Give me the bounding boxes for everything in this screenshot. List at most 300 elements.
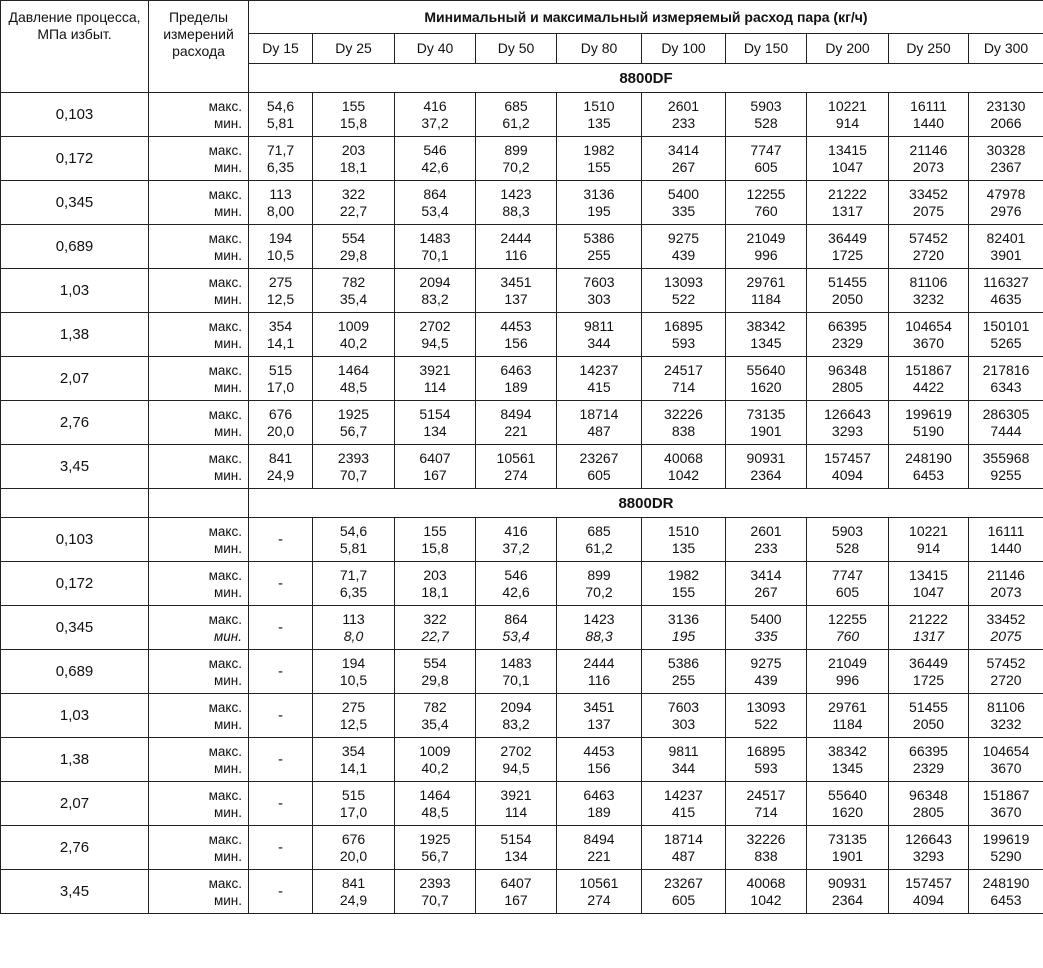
- min-value: 487: [587, 422, 611, 439]
- min-value: 2073: [990, 583, 1022, 600]
- value-cell: [557, 738, 642, 782]
- pressure-cell: 3,45: [1, 445, 149, 489]
- limits-cell: [149, 269, 249, 313]
- max-value: 38342: [828, 742, 867, 759]
- value-cell: [969, 181, 1043, 225]
- max-value: 73135: [746, 405, 786, 422]
- value-cell: [313, 357, 395, 401]
- max-value: 217816: [982, 361, 1030, 378]
- min-value: 5265: [990, 334, 1022, 351]
- value-cell: [313, 650, 395, 694]
- min-label: мин.: [213, 540, 242, 556]
- value-cell: [726, 650, 807, 694]
- value-cell: [557, 137, 642, 181]
- limits-cell: [149, 606, 249, 650]
- min-value: 8,0: [343, 627, 364, 644]
- min-value: 593: [671, 334, 696, 351]
- value-cell: [642, 562, 726, 606]
- min-value: 29,8: [421, 671, 449, 688]
- size-header: Dy 250: [889, 34, 969, 64]
- value-cell: [969, 694, 1043, 738]
- value-cell: [557, 694, 642, 738]
- value-cell: [807, 225, 889, 269]
- value-cell: [313, 269, 395, 313]
- value-cell: [807, 518, 889, 562]
- value-cell: [889, 137, 969, 181]
- value-cell: [889, 181, 969, 225]
- max-value: 355968: [982, 449, 1030, 466]
- min-value: 593: [754, 759, 778, 776]
- min-value: 24,9: [266, 466, 295, 483]
- value-cell: [889, 606, 969, 650]
- max-value: 10221: [828, 97, 867, 114]
- value-cell: [249, 650, 313, 694]
- max-value: 203: [423, 566, 447, 583]
- min-value: 6453: [990, 891, 1022, 908]
- value-cell: [642, 650, 726, 694]
- value-cell: [395, 694, 476, 738]
- max-value: 6463: [583, 786, 615, 803]
- max-value: 21222: [909, 610, 948, 627]
- value-cell: [557, 357, 642, 401]
- value-cell: [969, 445, 1043, 489]
- value-cell: [395, 137, 476, 181]
- min-value: 2364: [750, 466, 782, 483]
- min-value: 116: [504, 246, 528, 263]
- value-cell: [313, 694, 395, 738]
- value-cell: [395, 269, 476, 313]
- value-cell: [807, 562, 889, 606]
- value-cell: [642, 137, 726, 181]
- min-value: 18,1: [421, 583, 449, 600]
- max-value: 13093: [664, 273, 703, 290]
- max-value: 1423: [583, 610, 615, 627]
- value-cell: [476, 93, 557, 137]
- dash-value: -: [278, 575, 283, 592]
- value-cell: [889, 518, 969, 562]
- max-value: 54,6: [339, 522, 368, 539]
- max-value: 322: [341, 185, 366, 202]
- max-value: 151867: [905, 361, 952, 378]
- table-row: [1, 870, 1043, 914]
- value-cell: [726, 313, 807, 357]
- max-value: 5154: [500, 830, 532, 847]
- min-value: 1725: [912, 671, 945, 688]
- pressure-cell: 2,07: [1, 357, 149, 401]
- value-cell: [726, 782, 807, 826]
- value-cell: [807, 181, 889, 225]
- max-value: 16111: [987, 522, 1025, 539]
- pressure-cell: 2,76: [1, 401, 149, 445]
- limits-cell: [149, 401, 249, 445]
- min-label: мин.: [213, 848, 242, 864]
- max-value: 21049: [746, 229, 786, 246]
- value-cell: [395, 313, 476, 357]
- max-value: 864: [504, 610, 528, 627]
- max-value: 3136: [583, 185, 615, 202]
- min-value: 2075: [912, 202, 945, 219]
- value-cell: [313, 137, 395, 181]
- pressure-cell: 0,172: [1, 137, 149, 181]
- pressure-cell: 0,689: [1, 650, 149, 694]
- min-value: 70,2: [502, 158, 530, 175]
- min-value: 3670: [990, 803, 1022, 820]
- value-cell: [726, 562, 807, 606]
- value-cell: [476, 225, 557, 269]
- value-cell: [313, 225, 395, 269]
- value-cell: [476, 357, 557, 401]
- max-value: 6463: [500, 361, 532, 378]
- min-value: 135: [671, 539, 696, 556]
- min-value: 415: [587, 378, 611, 395]
- value-cell: [557, 401, 642, 445]
- min-value: 221: [504, 422, 528, 439]
- max-value: 7603: [667, 698, 700, 715]
- min-label: мин.: [213, 423, 242, 439]
- min-value: 274: [504, 466, 528, 483]
- min-value: 6,35: [266, 158, 295, 175]
- limits-header: Пределы измерений расхода: [149, 1, 249, 93]
- min-value: 42,6: [421, 158, 449, 175]
- min-value: 760: [754, 202, 778, 219]
- min-value: 10,5: [339, 671, 368, 688]
- max-value: 275: [268, 273, 293, 290]
- max-value: 3921: [419, 361, 451, 378]
- min-value: 303: [671, 715, 696, 732]
- table-row: [1, 357, 1043, 401]
- value-cell: [642, 694, 726, 738]
- value-cell: [642, 181, 726, 225]
- max-label: макс.: [208, 743, 242, 759]
- max-value: 66395: [909, 742, 948, 759]
- min-value: 134: [423, 422, 447, 439]
- pressure-cell: 2,76: [1, 826, 149, 870]
- max-value: 4453: [583, 742, 615, 759]
- min-label: мин.: [213, 672, 242, 688]
- value-cell: [726, 269, 807, 313]
- value-cell: [726, 694, 807, 738]
- max-value: 90931: [828, 874, 867, 891]
- min-value: 195: [587, 202, 611, 219]
- max-value: 18714: [579, 405, 619, 422]
- pressure-cell: 1,38: [1, 738, 149, 782]
- min-value: 17,0: [266, 378, 295, 395]
- table-row: [1, 694, 1043, 738]
- section-8800dr: [1, 489, 1043, 914]
- min-value: 3232: [912, 290, 945, 307]
- max-value: 685: [504, 97, 528, 114]
- table-row: [1, 401, 1043, 445]
- value-cell: [726, 137, 807, 181]
- max-value: 416: [504, 522, 528, 539]
- value-cell: [249, 357, 313, 401]
- min-label: мин.: [213, 892, 242, 908]
- min-label: мин.: [213, 379, 242, 395]
- value-cell: [969, 562, 1043, 606]
- value-cell: [807, 269, 889, 313]
- min-value: 155: [671, 583, 696, 600]
- min-value: 1184: [832, 715, 863, 732]
- min-value: 5,81: [266, 114, 295, 131]
- value-cell: [807, 445, 889, 489]
- min-value: 189: [504, 378, 528, 395]
- value-cell: [557, 445, 642, 489]
- value-cell: [476, 606, 557, 650]
- min-value: 233: [754, 539, 778, 556]
- max-value: 1483: [500, 654, 532, 671]
- value-cell: [889, 357, 969, 401]
- max-value: 322: [423, 610, 447, 627]
- max-label: макс.: [208, 875, 242, 891]
- min-value: 156: [504, 334, 528, 351]
- min-value: 116: [587, 671, 611, 688]
- limits-cell: [149, 93, 249, 137]
- min-value: 9255: [990, 466, 1022, 483]
- min-value: 996: [835, 671, 860, 688]
- max-value: 782: [341, 273, 366, 290]
- max-value: 203: [341, 141, 366, 158]
- table-row: [1, 650, 1043, 694]
- value-cell: [726, 93, 807, 137]
- min-label: мин.: [213, 203, 242, 219]
- value-cell: [476, 782, 557, 826]
- value-cell: [249, 313, 313, 357]
- min-value: 1345: [750, 334, 782, 351]
- max-value: 1982: [667, 566, 700, 583]
- min-value: 2805: [912, 803, 945, 820]
- value-cell: [969, 826, 1043, 870]
- max-value: 4453: [500, 317, 532, 334]
- value-cell: [476, 694, 557, 738]
- max-label: макс.: [208, 523, 242, 539]
- min-value: 61,2: [502, 114, 530, 131]
- max-value: 685: [587, 522, 611, 539]
- max-value: 40068: [746, 874, 786, 891]
- value-cell: [395, 826, 476, 870]
- value-cell: [807, 357, 889, 401]
- max-value: 248190: [982, 874, 1030, 891]
- max-value: 554: [423, 654, 447, 671]
- max-value: 66395: [828, 317, 867, 334]
- min-value: 4422: [912, 378, 945, 395]
- min-value: 1345: [831, 759, 864, 776]
- max-value: 12255: [828, 610, 867, 627]
- max-value: 155: [423, 522, 447, 539]
- pressure-cell: 0,172: [1, 562, 149, 606]
- limits-cell: [149, 181, 249, 225]
- table-row: [1, 313, 1043, 357]
- max-value: 12255: [746, 185, 786, 202]
- min-value: 914: [916, 539, 941, 556]
- min-value: 5,81: [339, 539, 368, 556]
- value-cell: [969, 870, 1043, 914]
- min-value: 605: [754, 158, 778, 175]
- value-cell: [642, 445, 726, 489]
- section-spacer-cell: [1, 489, 149, 518]
- max-value: 157457: [824, 449, 871, 466]
- size-header: Dy 40: [395, 34, 476, 64]
- value-cell: [889, 738, 969, 782]
- pressure-cell: 1,38: [1, 313, 149, 357]
- max-value: 24517: [664, 361, 703, 378]
- value-cell: [642, 357, 726, 401]
- min-value: 17,0: [339, 803, 368, 820]
- max-value: 3414: [750, 566, 782, 583]
- value-cell: [642, 93, 726, 137]
- min-label: мин.: [213, 291, 242, 307]
- min-value: 53,4: [502, 627, 530, 644]
- value-cell: [726, 445, 807, 489]
- value-cell: [249, 269, 313, 313]
- min-value: 88,3: [585, 627, 613, 644]
- size-header: Dy 200: [807, 34, 889, 64]
- max-value: 286305: [982, 405, 1030, 422]
- min-value: 1440: [912, 114, 945, 131]
- min-value: 2720: [990, 671, 1022, 688]
- max-value: 10561: [496, 449, 536, 466]
- value-cell: [889, 269, 969, 313]
- value-cell: [557, 269, 642, 313]
- value-cell: [807, 93, 889, 137]
- value-cell: [395, 181, 476, 225]
- size-header: Dy 50: [476, 34, 557, 64]
- max-value: 546: [423, 141, 447, 158]
- max-value: 5903: [750, 97, 782, 114]
- min-value: 40,2: [421, 759, 449, 776]
- min-value: 1725: [831, 246, 864, 263]
- dash-value: -: [278, 531, 283, 548]
- max-value: 782: [423, 698, 447, 715]
- min-value: 1901: [831, 847, 864, 864]
- min-value: 29,8: [339, 246, 368, 263]
- section-8800dr-header: 8800DR: [249, 489, 1043, 518]
- value-cell: [889, 445, 969, 489]
- value-cell: [395, 93, 476, 137]
- value-cell: [969, 357, 1043, 401]
- max-value: 194: [341, 654, 366, 671]
- min-value: 267: [754, 583, 778, 600]
- max-value: 38342: [746, 317, 786, 334]
- table-row: [1, 181, 1043, 225]
- min-value: 53,4: [421, 202, 449, 219]
- max-value: 57452: [909, 229, 948, 246]
- min-label: мин.: [213, 247, 242, 263]
- value-cell: [476, 401, 557, 445]
- value-cell: [969, 650, 1043, 694]
- max-value: 1925: [337, 405, 370, 422]
- pressure-cell: 0,103: [1, 518, 149, 562]
- max-value: 9811: [668, 742, 699, 759]
- value-cell: [557, 181, 642, 225]
- min-value: 996: [754, 246, 778, 263]
- min-label: мин.: [213, 115, 242, 131]
- max-value: 841: [268, 449, 293, 466]
- value-cell: [313, 401, 395, 445]
- min-value: 94,5: [502, 759, 530, 776]
- size-header: Dy 100: [642, 34, 726, 64]
- max-value: 3136: [667, 610, 700, 627]
- section-spacer-cell: [149, 489, 249, 518]
- limits-cell: [149, 650, 249, 694]
- max-value: 21146: [987, 566, 1025, 583]
- min-value: 137: [587, 715, 611, 732]
- value-cell: [642, 782, 726, 826]
- max-value: 1464: [337, 361, 370, 378]
- min-value: 528: [835, 539, 860, 556]
- max-value: 57452: [986, 654, 1026, 671]
- max-value: 150101: [982, 317, 1030, 334]
- min-value: 88,3: [502, 202, 530, 219]
- max-value: 32226: [664, 405, 703, 422]
- max-value: 5400: [750, 610, 782, 627]
- min-value: 83,2: [421, 290, 449, 307]
- value-cell: [642, 225, 726, 269]
- size-header: Dy 150: [726, 34, 807, 64]
- max-value: 554: [341, 229, 366, 246]
- value-cell: [969, 782, 1043, 826]
- value-cell: [249, 93, 313, 137]
- min-value: 12,5: [339, 715, 368, 732]
- value-cell: [807, 313, 889, 357]
- min-value: 40,2: [339, 334, 368, 351]
- value-cell: [249, 606, 313, 650]
- min-label: мин.: [213, 804, 242, 820]
- limits-cell: [149, 826, 249, 870]
- min-value: 20,0: [266, 422, 295, 439]
- min-label: мин.: [213, 760, 242, 776]
- min-value: 3293: [912, 847, 945, 864]
- min-label: мин.: [213, 335, 242, 351]
- max-value: 841: [341, 874, 366, 891]
- limits-cell: [149, 357, 249, 401]
- max-value: 8494: [500, 405, 532, 422]
- max-value: 2393: [337, 449, 370, 466]
- value-cell: [642, 606, 726, 650]
- dash-value: -: [278, 663, 283, 680]
- value-cell: [395, 870, 476, 914]
- min-value: 189: [587, 803, 611, 820]
- max-value: 546: [504, 566, 528, 583]
- min-value: 487: [671, 847, 696, 864]
- max-value: 32226: [746, 830, 786, 847]
- max-value: 5154: [419, 405, 451, 422]
- min-value: 3232: [990, 715, 1022, 732]
- max-value: 10221: [909, 522, 948, 539]
- value-cell: [726, 401, 807, 445]
- value-cell: [476, 137, 557, 181]
- min-value: 15,8: [421, 539, 449, 556]
- min-value: 233: [671, 114, 696, 131]
- pressure-cell: 2,07: [1, 782, 149, 826]
- max-value: 104654: [982, 742, 1030, 759]
- value-cell: [313, 93, 395, 137]
- value-cell: [249, 782, 313, 826]
- min-value: 605: [671, 891, 696, 908]
- value-cell: [395, 738, 476, 782]
- min-value: 255: [587, 246, 611, 263]
- max-value: 16895: [746, 742, 786, 759]
- max-value: 5400: [667, 185, 700, 202]
- pressure-cell: 3,45: [1, 870, 149, 914]
- size-header: Dy 300: [969, 34, 1043, 64]
- value-cell: [476, 738, 557, 782]
- min-value: 605: [587, 466, 611, 483]
- max-value: 2601: [750, 522, 782, 539]
- value-cell: [476, 826, 557, 870]
- value-cell: [642, 870, 726, 914]
- value-cell: [395, 518, 476, 562]
- max-value: 5903: [831, 522, 864, 539]
